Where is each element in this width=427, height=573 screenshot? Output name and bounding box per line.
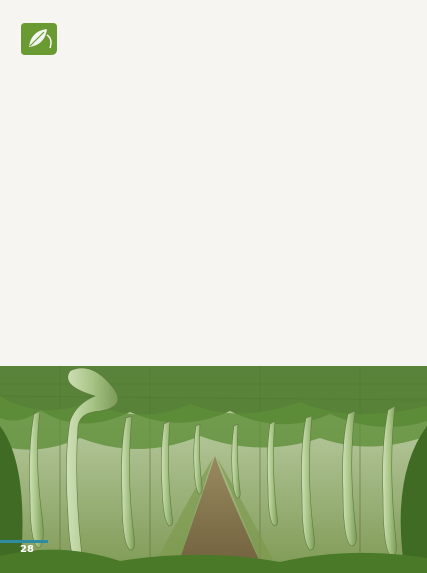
article-title bbox=[110, 80, 405, 102]
snake-gourd-greenhouse-photo bbox=[0, 366, 427, 573]
page-number: 28 bbox=[20, 544, 34, 555]
pull-quote bbox=[218, 295, 408, 351]
body-column-left bbox=[80, 128, 180, 386]
section-label bbox=[62, 33, 102, 43]
green-leaf-logo-icon bbox=[17, 21, 61, 59]
pull-quote-heading bbox=[218, 295, 408, 307]
pull-quote-text bbox=[218, 311, 408, 347]
